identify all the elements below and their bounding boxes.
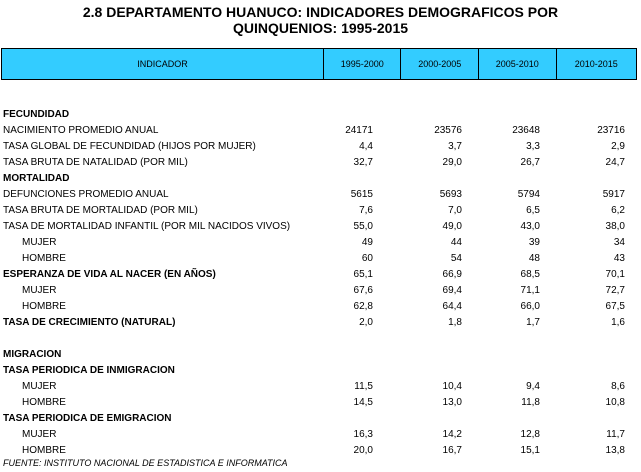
row-label: MUJER <box>22 429 57 440</box>
row-label: MUJER <box>22 381 57 392</box>
row-label: TASA DE CRECIMIENTO (NATURAL) <box>3 317 176 328</box>
header-indicator: INDICADOR <box>2 49 324 79</box>
header-period-4: 2010-2015 <box>574 59 618 69</box>
section-row <box>0 107 641 123</box>
section-row <box>0 267 641 283</box>
cell-value: 23716 <box>597 125 625 136</box>
table-row <box>0 299 641 315</box>
cell-value: 71,1 <box>520 285 540 296</box>
cell-value: 7,6 <box>359 205 373 216</box>
cell-value: 66,0 <box>520 301 540 312</box>
cell-value: 9,4 <box>526 381 540 392</box>
table-row <box>0 395 641 411</box>
cell-value: 69,4 <box>442 285 462 296</box>
table-row <box>0 443 641 459</box>
row-label: TASA DE MORTALIDAD INFANTIL (POR MIL NACIDOS VIVOS) <box>3 221 291 232</box>
cell-value: 11,7 <box>606 429 625 440</box>
cell-value: 11,5 <box>354 381 373 392</box>
cell-value: 43,0 <box>520 221 540 232</box>
table-row <box>0 331 641 347</box>
cell-value: 1,6 <box>611 317 625 328</box>
table-row <box>0 139 641 155</box>
section-row <box>0 363 641 379</box>
cell-value: 54 <box>450 253 462 264</box>
cell-value: 13,8 <box>605 445 625 456</box>
table-row <box>0 283 641 299</box>
header-period-3: 2005-2010 <box>479 49 557 79</box>
cell-value: 49 <box>361 237 373 248</box>
table-body <box>0 91 641 459</box>
table-row <box>0 379 641 395</box>
table-row <box>0 155 641 171</box>
table-row <box>0 123 641 139</box>
section-row <box>0 347 641 363</box>
cell-value: 70,1 <box>605 269 625 280</box>
cell-value: 26,7 <box>520 157 540 168</box>
cell-value: 1,8 <box>448 317 462 328</box>
row-label: HOMBRE <box>22 397 66 408</box>
row-label: TASA PERIODICA DE INMIGRACION <box>3 365 175 376</box>
cell-value: 68,5 <box>520 269 540 280</box>
cell-value: 24171 <box>345 125 373 136</box>
source-note: FUENTE: INSTITUTO NACIONAL DE ESTADISTICA E INFORMATICA <box>3 458 288 468</box>
row-label: NACIMIENTO PROMEDIO ANUAL <box>3 125 159 136</box>
cell-value: 2,0 <box>359 317 373 328</box>
cell-value: 64,4 <box>442 301 462 312</box>
table-row <box>0 235 641 251</box>
cell-value: 39 <box>528 237 540 248</box>
cell-value: 34 <box>613 237 625 248</box>
cell-value: 14,2 <box>442 429 462 440</box>
cell-value: 65,1 <box>353 269 373 280</box>
cell-value: 66,9 <box>442 269 462 280</box>
row-label: TASA BRUTA DE MORTALIDAD (POR MIL) <box>3 205 198 216</box>
cell-value: 5615 <box>350 189 373 200</box>
row-label: MORTALIDAD <box>3 173 70 184</box>
cell-value: 44 <box>450 237 462 248</box>
section-row <box>0 411 641 427</box>
cell-value: 38,0 <box>605 221 625 232</box>
cell-value: 5794 <box>517 189 540 200</box>
cell-value: 11,8 <box>521 397 540 408</box>
row-label: MIGRACION <box>3 349 62 360</box>
cell-value: 62,8 <box>353 301 373 312</box>
cell-value: 6,5 <box>526 205 540 216</box>
table-row <box>0 91 641 107</box>
cell-value: 55,0 <box>353 221 373 232</box>
cell-value: 6,2 <box>611 205 625 216</box>
cell-value: 13,0 <box>442 397 462 408</box>
cell-value: 67,5 <box>605 301 625 312</box>
row-label: HOMBRE <box>22 253 66 264</box>
row-label: HOMBRE <box>22 301 66 312</box>
row-label: FECUNDIDAD <box>3 109 70 120</box>
cell-value: 49,0 <box>442 221 462 232</box>
cell-value: 24,7 <box>605 157 625 168</box>
row-label: MUJER <box>22 237 57 248</box>
cell-value: 67,6 <box>353 285 373 296</box>
cell-value: 48 <box>528 253 540 264</box>
row-label: TASA BRUTA DE NATALIDAD (POR MIL) <box>3 157 188 168</box>
cell-value: 2,9 <box>611 141 625 152</box>
table-row <box>0 251 641 267</box>
row-label: MUJER <box>22 285 57 296</box>
cell-value: 1,7 <box>526 317 540 328</box>
section-row <box>0 171 641 187</box>
section-row <box>0 315 641 331</box>
cell-value: 32,7 <box>353 157 373 168</box>
header-period-1: 1995-2000 <box>324 49 402 79</box>
row-label: HOMBRE <box>22 445 66 456</box>
cell-value: 29,0 <box>442 157 462 168</box>
table-row <box>0 203 641 219</box>
cell-value: 14,5 <box>353 397 373 408</box>
row-label: TASA PERIODICA DE EMIGRACION <box>3 413 172 424</box>
cell-value: 8,6 <box>611 381 625 392</box>
header-period-2: 2000-2005 <box>401 49 479 79</box>
cell-value: 23576 <box>434 125 462 136</box>
title-line-2: QUINQUENIOS: 1995-2015 <box>232 20 409 36</box>
table-row <box>0 427 641 443</box>
table-row <box>0 187 641 203</box>
cell-value: 43 <box>613 253 625 264</box>
cell-value: 10,4 <box>442 381 462 392</box>
cell-value: 60 <box>361 253 373 264</box>
cell-value: 10,8 <box>605 397 625 408</box>
cell-value: 3,3 <box>526 141 540 152</box>
title-line-1: 2.8 DEPARTAMENTO HUANUCO: INDICADORES DEMOGRAFICOS POR <box>82 4 559 20</box>
cell-value: 23648 <box>512 125 540 136</box>
cell-value: 5917 <box>602 189 625 200</box>
cell-value: 4,4 <box>359 141 373 152</box>
row-label: ESPERANZA DE VIDA AL NACER (EN AÑOS) <box>3 269 216 280</box>
cell-value: 20,0 <box>353 445 373 456</box>
cell-value: 15,1 <box>520 445 540 456</box>
cell-value: 7,0 <box>448 205 462 216</box>
row-label: DEFUNCIONES PROMEDIO ANUAL <box>3 189 169 200</box>
row-label: TASA GLOBAL DE FECUNDIDAD (HIJOS POR MUJER) <box>3 141 256 152</box>
cell-value: 3,7 <box>448 141 462 152</box>
cell-value: 12,8 <box>520 429 540 440</box>
cell-value: 16,7 <box>442 445 462 456</box>
cell-value: 16,3 <box>353 429 373 440</box>
cell-value: 5693 <box>439 189 462 200</box>
cell-value: 72,7 <box>605 285 625 296</box>
table-row <box>0 219 641 235</box>
table-header <box>1 48 637 80</box>
